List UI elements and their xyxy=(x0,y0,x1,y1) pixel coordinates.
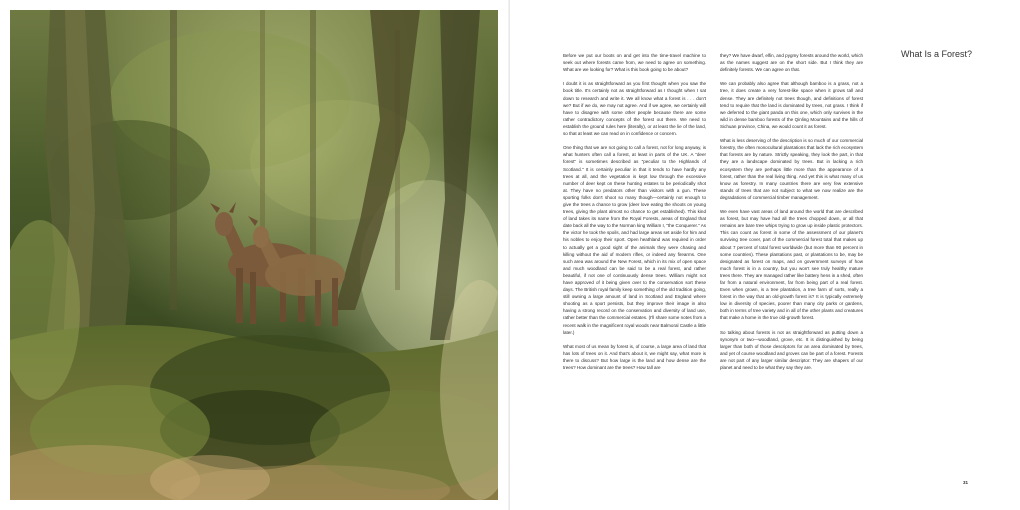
paragraph: Before we put our boots on and get into the time-travel machine to seek out where forests came from, we need to agree on something. What are we looking for? What is this book going to be about? xyxy=(563,53,706,73)
page-number: 31 xyxy=(963,480,969,485)
paragraph: they? We have dwarf, elfin, and pygmy forests around the world, which as the names suggest are on the short side. But I think they are definitely forests. We can agree on that. xyxy=(720,53,863,73)
paragraph: We even have vast areas of land around the world that are described as forest, but may have had all the trees chopped down, or all that remains are bare tree whips trying to grow up inside plastic protectors. This can count as forest in some of the assessment of our planet's surviving tree cover, part of the commercial forest total that makes up about 7 percent of total forest worldwide (but more than 90 percent in some countries). These plantations past, or plantations to be, may be designated as forest on maps, and on government surveys of how much forest is in a country, but you won't see truly healthy mature trees there. They are managed rather like battery hens in a shed, often far from a natural environment, far from being part of a real forest. Even when grown, is a tree plantation, a tree farm of sorts, really a forest in the way that an old-growth forest is? It is typically extremely low in diversity of species, poorer than many city parks or gardens, both in terms of tree variety and in all of the other plants and creatures that make a home in the true old-growth forest. xyxy=(720,209,863,321)
forest-photo-illustration xyxy=(10,10,498,500)
deer-in-forest-photo xyxy=(10,10,498,500)
paragraph: What is less deserving of the description is so much of our commercial forestry, the often monocultural plantations that lack the rich ecosystem that forests are by nature. Strictly speaking, they look the part, in that they are a landscape dominated by trees. But in lacking a rich ecosystem they are perhaps little more than the appearance of a forest, rather than the real living thing. And yet this is what many of us know as forestry. In many countries there are very few extensive stands of trees that are not subject to what we now realize are the degradations of commercial timber management. xyxy=(720,138,863,200)
text-column-2 xyxy=(720,52,863,378)
paragraph: So talking about forests is not as straightforward as putting down a synonym or two—woodland, grove, etc. It is distinguished by being larger than both of those descriptors for an area dominated by trees, and yet of course woodland and groves can be part of a forest. Forests are not part of any larger similar descriptor: They are shapers of our planet and need to be what they say they are. xyxy=(720,329,863,371)
paragraph: I doubt it is as straightforward as you first thought when you saw the book title. It's certainly not as straightforward as I thought when I sat down to research and write it. We all know what a forest is . . . don't we? But if we do, we may not agree. And if we agree, we certainly will have to disagree with some other people because there are some rather contradictory concepts of the forest out there. We need to establish the ground rules here (literally), or at least the lie of the land, so that at least we can read on in confidence or concern. xyxy=(563,81,706,137)
text-column-1 xyxy=(563,52,706,378)
paragraph: What most of us mean by forest is, of course, a large area of land that has lots of trees on it. And that's about it, we might say, what more is there to discuss? But how large is the land and how dense are the trees? How dominant are the trees? How tall are xyxy=(563,343,706,371)
paragraph: We can probably also agree that although bamboo is a grass, not a tree, it does create a very forest-like space when it grows tall and dense. They are definitely not trees though, and definitions of forest tend to require that the land is dominated by trees, not grass. I think if we deferred to the giant panda on this one, which only survives in the wild in dense bamboo forests of the Qinling Mountains and the hills of Sichuan province, China, we would count it as forest. xyxy=(720,81,863,129)
chapter-title: What Is a Forest? xyxy=(901,49,973,59)
paragraph: One thing that we are not going to call a forest, not for long anyway, is what hunters often call a forest, at least in parts of the UK. A "deer forest" is sometimes described as "peculiar to the Highlands of Scotland." It is certainly peculiar in that it tends to have hardly any trees at all, and the vegetation is kept low through the excessive number of deer kept on these hunting estates to be periodically shot at. They have no predators other than visitors with a gun. These sporting folks don't shoot so many though—certainly not enough to give the trees a chance to grow (deer love eating the shoots on young trees, giving the plant almost no chance to get established). This kind of land takes its name from the Royal Forests, areas of England that date back all the way to the Norman king William I, "the Conquerer." As the victor he took the spoils, and had large areas set aside for him and his nobles to enjoy their sport. Open heathland was required in order to actually get a good sight of the animals they were chasing and killing without the aid of modern rifles, or indeed any firearms. One such area was around the New Forest, which in its mix of open space and much woodland can be said to be a real forest, and rather beautiful, if not one of continuously dense trees. William might not have approved of it being given over to the conservation sort these days. The British royal family keep something of the old tradition going, still owning a large amount of land in Scotland and England where shooting as a sport persists, but they improve their image in also having a strong record on the conservation and diversity of land use, rather better than the commercial estates. (I'll share some notes from a recent walk in the magnificent royal woods near Balmoral Castle a little later.) xyxy=(563,145,706,335)
